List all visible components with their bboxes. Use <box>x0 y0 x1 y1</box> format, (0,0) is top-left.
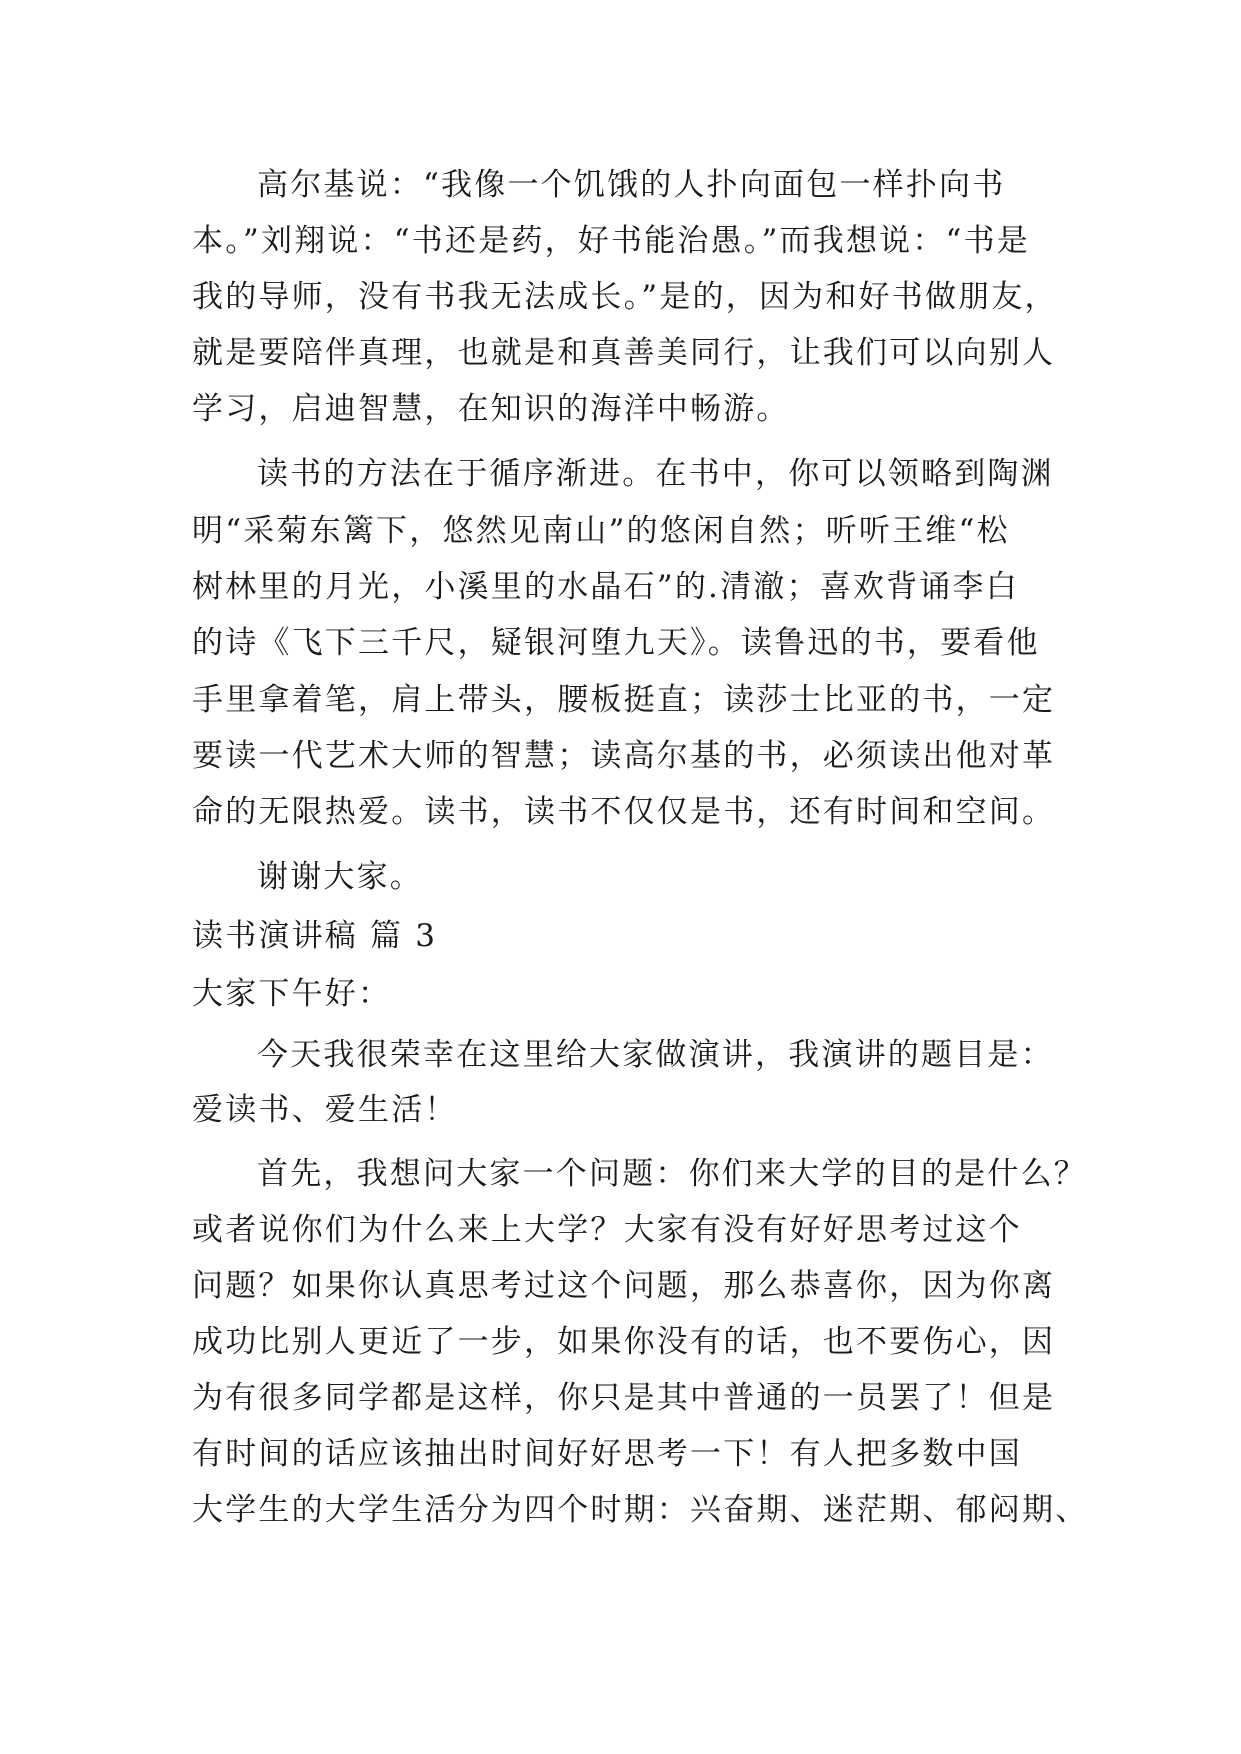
text-line: 高尔基说：“我像一个饥饿的人扑向面包一样扑向书 <box>257 167 1006 203</box>
text-line: 学习，启迪智慧，在知识的海洋中畅游。 <box>192 391 790 427</box>
text-line: 问题？如果你认真思考过这个问题，那么恭喜你，因为你离 <box>192 1268 1056 1304</box>
text-line: 我的导师，没有书我无法成长。”是的，因为和好书做朋友， <box>192 279 1058 315</box>
text-line: 明“采菊东篱下，悠然见南山”的悠闲自然；听听王维“松 <box>192 513 1010 549</box>
text-line: 大学生的大学生活分为四个时期：兴奋期、迷茫期、郁闷期、 <box>192 1492 1089 1528</box>
text-line: 有时间的话应该抽出时间好好思考一下！有人把多数中国 <box>192 1436 1022 1472</box>
text-line: 树林里的月光，小溪里的水晶石”的.清澈；喜欢背诵李白 <box>192 569 1019 605</box>
text-line: 或者说你们为什么来上大学？大家有没有好好思考过这个 <box>192 1212 1022 1248</box>
text-line: 今天我很荣幸在这里给大家做演讲，我演讲的题目是： <box>257 1037 1054 1073</box>
text-line: 本。”刘翔说：“书还是药，好书能治愚。”而我想说：“书是 <box>192 223 1030 259</box>
text-line: 读书的方法在于循序渐进。在书中，你可以领略到陶渊 <box>257 456 1054 492</box>
text-line: 成功比别人更近了一步，如果你没有的话，也不要伤心，因 <box>192 1324 1056 1360</box>
text-line: 首先，我想问大家一个问题：你们来大学的目的是什么？ <box>257 1156 1087 1192</box>
text-line: 就是要陪伴真理，也就是和真善美同行，让我们可以向别人 <box>192 335 1056 371</box>
text-line: 为有很多同学都是这样，你只是其中普通的一员罢了！但是 <box>192 1380 1056 1416</box>
text-line: 谢谢大家。 <box>257 859 423 895</box>
text-line: 的诗《飞下三千尺，疑银河堕九天》。读鲁迅的书，要看他 <box>192 625 1040 661</box>
text-line: 要读一代艺术大师的智慧；读高尔基的书，必须读出他对革 <box>192 738 1056 774</box>
text-line: 爱读书、爱生活！ <box>192 1092 458 1128</box>
greeting: 大家下午好： <box>192 976 392 1012</box>
section-heading: 读书演讲稿 篇 3 <box>192 918 438 954</box>
text-line: 手里拿着笔，肩上带头，腰板挺直；读莎士比亚的书，一定 <box>192 682 1056 718</box>
text-line: 命的无限热爱。读书，读书不仅仅是书，还有时间和空间。 <box>192 794 1056 830</box>
